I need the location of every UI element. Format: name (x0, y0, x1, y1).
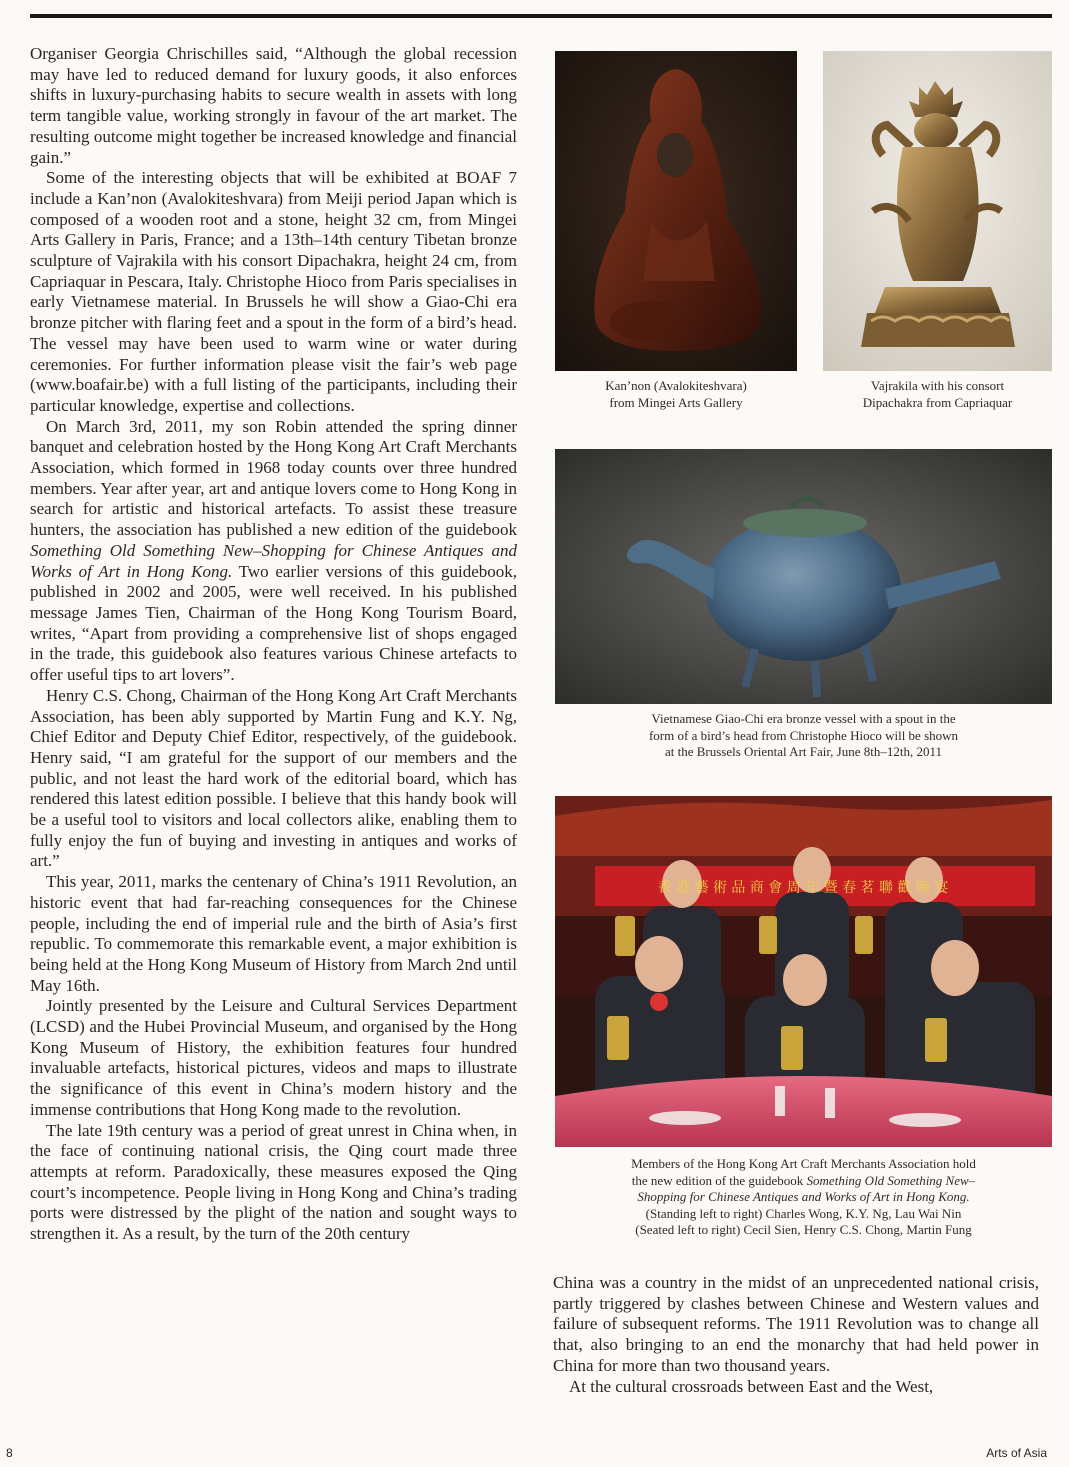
members-caption-line-2-italic: Something Old Something New– (806, 1172, 976, 1188)
magazine-name: Arts of Asia (986, 1446, 1047, 1460)
members-caption-line-2 (555, 1173, 1052, 1190)
paragraph-4: Henry C.S. Chong, Chairman of the Hong Kong Art Craft Merchants Association, has been ably supported by Martin Fung and K.Y. Ng, Chief Editor and Deputy Chief Editor, respectively, of the guidebook. Henry said, “I am grateful for the support of our members and the public, and not least the hard work of the editorial board, which has rendered this latest edition possible. I believe that this handy book will be a useful tool to visitors and local collectors alike, enabling them to fully enjoy the fun of buying and investing in antiques and works of art.” (30, 685, 517, 871)
banner-text: 香 港 藝 術 品 商 會 周 年 暨 春 茗 聯 歡 晚 宴 (657, 880, 949, 896)
paragraph-3-text: On March 3rd, 2011, my son Robin attended the spring dinner banquet and celebration hosted by the Hong Kong Art Craft Merchants Association, which formed in 1968 today counts over three hundred members. Year after year, art and antique lovers come to Hong Kong in search for artistic and historical artefacts. To assist these treasure hunters, the association has published a new edition of the guidebook (30, 416, 517, 540)
top-rule (30, 14, 1052, 18)
vessel-caption (555, 711, 1052, 761)
members-photo (555, 796, 1052, 1147)
paragraph-6: Jointly presented by the Leisure and Cultural Services Department (LCSD) and the Hubei Provincial Museum, and organised by the Hong Kong Museum of History, the exhibition features four hundred invaluable artefacts, historical pictures, videos and maps to illustrate the significance of this event in China’s modern history and the immense contributions that Hong Kong made to the revolution. (30, 996, 517, 1119)
members-caption-line-3-italic: Shopping for Chinese Antiques and Works of Art in Hong Kong. (637, 1189, 970, 1204)
vajrakila-photo (823, 51, 1052, 371)
paragraph-3 (30, 417, 517, 686)
members-caption-line-1: Members of the Hong Kong Art Craft Merchants Association hold (631, 1156, 976, 1171)
vessel-caption-line-1: Vietnamese Giao-Chi era bronze vessel with a spout in the (651, 711, 956, 726)
kannon-caption-line-2: from Mingei Arts Gallery (609, 394, 743, 410)
kannon-caption (555, 378, 797, 411)
left-column (30, 44, 517, 1245)
paragraph-5: This year, 2011, marks the centenary of China’s 1911 Revolution, an historic event that had far-reaching consequences for the Chinese people, including the end of imperial rule and the birth of Asia’s first republic. To commemorate this remarkable event, a major exhibition is being held at the Hong Kong Museum of History from March 2nd until May 16th. (30, 872, 517, 995)
vajrakila-caption-line-2: Dipachakra from Capriaquar (862, 394, 1013, 410)
vajrakila-caption (823, 378, 1052, 411)
paragraph-3-cont: Two earlier versions of this guidebook, published in 2002 and 2005, were well received. In his published message James Tien, Chairman of the Hong Kong Tourism Board, writes, “Apart from providing a comprehensive list of shops engaged in the trade, this guidebook also features various Chinese artefacts to offer useful tips to art lovers”. (30, 561, 517, 685)
paragraph-2: Some of the interesting objects that will be exhibited at BOAF 7 include a Kan’non (Avalokiteshvara) from Meiji period Japan which is composed of a wooden root and a stone, height 32 cm, from Mingei Arts Gallery in Paris, France; and a 13th–14th century Tibetan bronze sculpture of Vajrakila with his consort Dipachakra, height 24 cm, from Capriaquar in Pescara, Italy. Christophe Hioco from Paris specialises in early Vietnamese material. In Brussels he will show a Giao-Chi era bronze pitcher with flaring feet and a spout in the form of a bird’s head. The vessel may have been used to warm wine or water during ceremonies. For further information please visit the fair’s web page (www.boafair.be) with a full listing of the participants, including their particular knowledge, expertise and collections. (30, 168, 517, 415)
kannon-caption-line-1: Kan’non (Avalokiteshvara) (605, 378, 747, 393)
members-caption-line-4: (Standing left to right) Charles Wong, K.Y. Ng, Lau Wai Nin (645, 1205, 962, 1221)
continuation-paragraph-1: China was a country in the midst of an unprecedented national crisis, partly triggered by clashes between Chinese and Western values and failure of subsequent reforms. The 1911 Revolution was to change all that, also bringing to an end the monarchy that had held power in China for more than two thousand years. (553, 1273, 1039, 1375)
members-caption-line-5: (Seated left to right) Cecil Sien, Henry C.S. Chong, Martin Fung (635, 1222, 972, 1237)
continuation-paragraph-2: At the cultural crossroads between East and the West, (569, 1376, 934, 1396)
members-caption-line-3 (555, 1189, 1052, 1206)
members-caption (555, 1156, 1052, 1239)
vessel-caption-line-2: form of a bird’s head from Christophe Hioco will be shown (648, 727, 959, 743)
members-caption-line-2-prefix: the new edition of the guidebook (631, 1172, 804, 1188)
vessel-photo (555, 449, 1052, 704)
vajrakila-caption-line-1: Vajrakila with his consort (870, 378, 1005, 393)
vessel-caption-line-3: at the Brussels Oriental Art Fair, June 8th–12th, 2011 (664, 744, 943, 759)
page-number: 8 (6, 1446, 13, 1460)
paragraph-1: Organiser Georgia Chrischilles said, “Although the global recession may have led to reduced demand for luxury goods, it also enforces shifts in luxury-purchasing habits to secure wealth in assets with long term tangible value, working strongly in favour of the art market. The resulting outcome might together be increased knowledge and financial gain.” (30, 44, 517, 167)
kannon-photo (555, 51, 797, 371)
right-column-text (553, 1273, 1039, 1397)
paragraph-7: The late 19th century was a period of great unrest in China when, in the face of continuing national crisis, the Qing court made three attempts at reform. Paradoxically, these measures exposed the Qing court’s incompetence. People living in Hong Kong and China’s trading ports were distressed by the plight of the nation and sought ways to strengthen it. As a result, by the turn of the 20th century (30, 1120, 517, 1244)
guidebook-title: Something Old Something New–Shopping for Chinese Antiques and Works of Art in Hong Kong. (30, 540, 517, 581)
